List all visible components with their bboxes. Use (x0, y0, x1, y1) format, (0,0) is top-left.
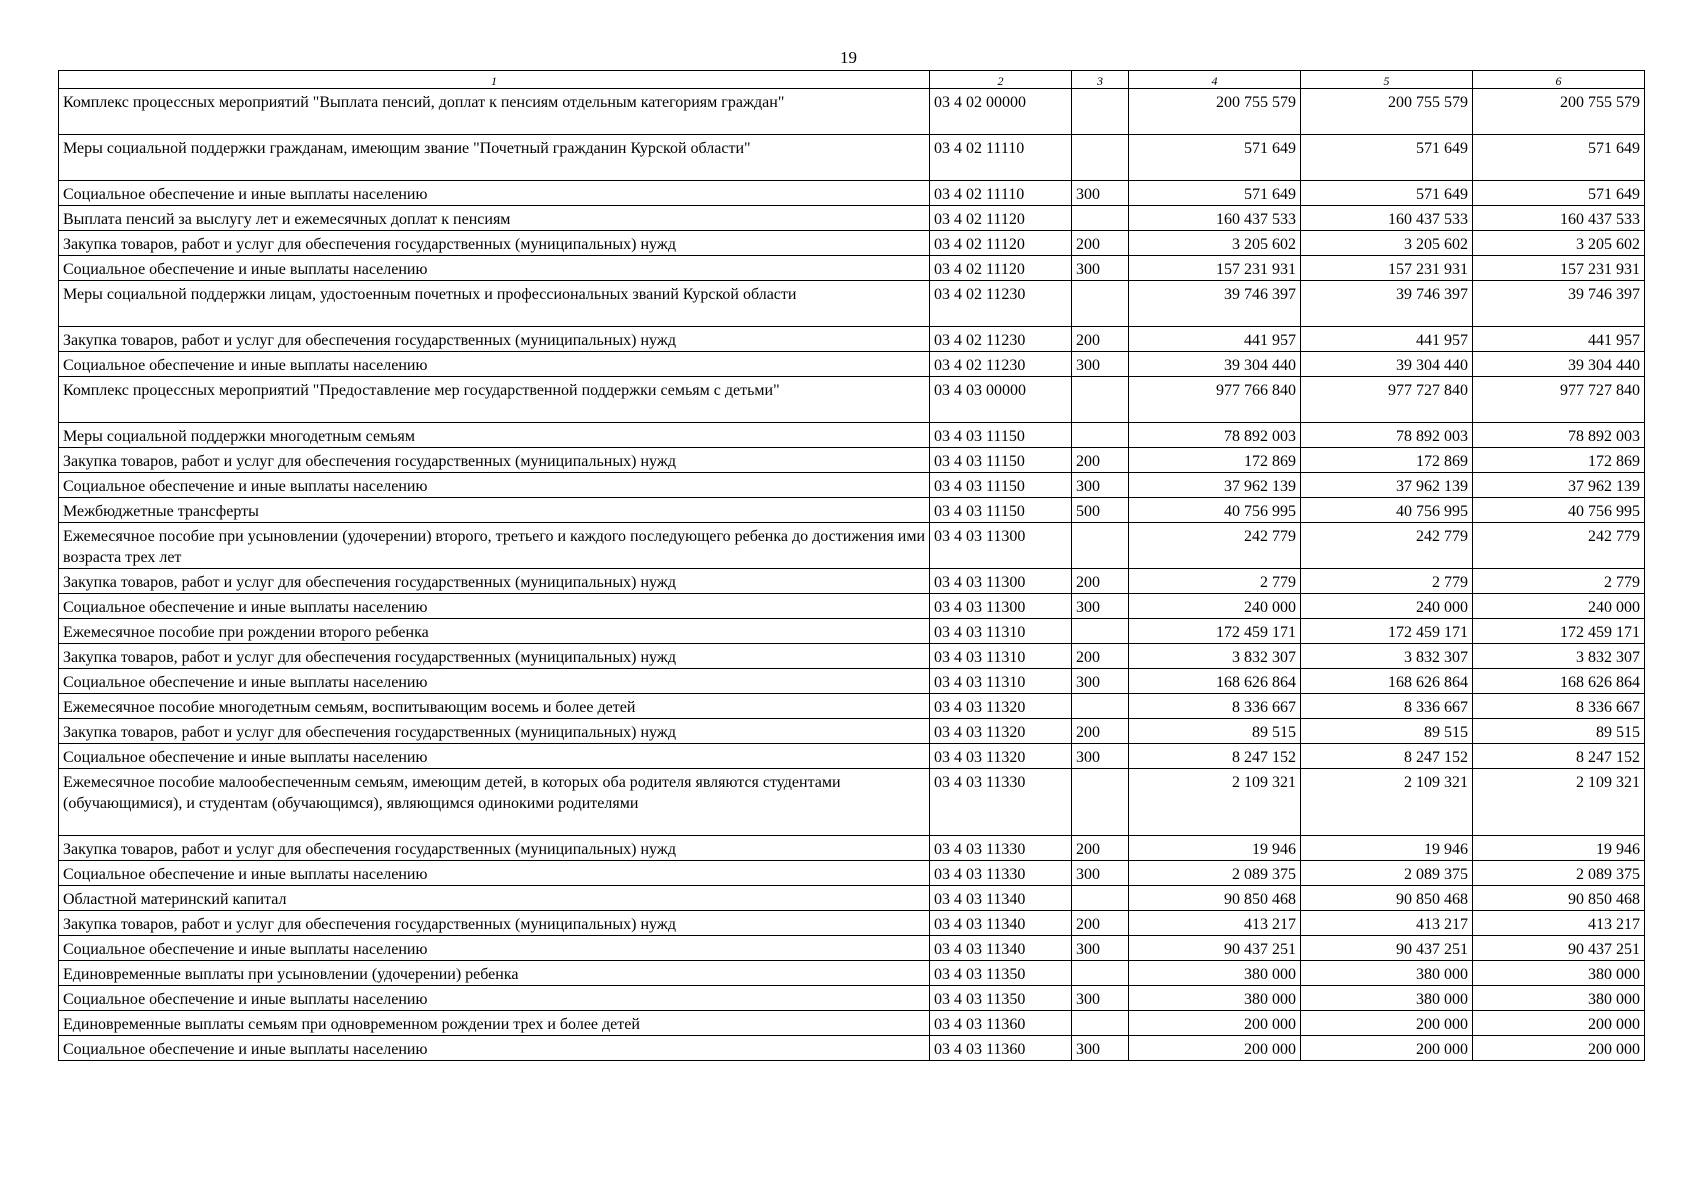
row-amount-cell: 89 515 (1129, 719, 1301, 744)
row-name-cell: Закупка товаров, работ и услуг для обеспечения государственных (муниципальных) нужд (59, 448, 930, 473)
table-row (59, 886, 1645, 911)
table-row (59, 135, 1645, 181)
row-amount-cell: 78 892 003 (1473, 423, 1645, 448)
table-row (59, 961, 1645, 986)
row-code-cell: 03 4 03 11310 (930, 669, 1072, 694)
row-name-cell: Ежемесячное пособие при рождении второго ребенка (59, 619, 930, 644)
row-amount-cell: 157 231 931 (1129, 256, 1301, 281)
row-amount-cell: 90 437 251 (1473, 936, 1645, 961)
row-name-cell: Единовременные выплаты при усыновлении (удочерении) ребенка (59, 961, 930, 986)
row-expense-type-cell: 300 (1072, 256, 1129, 281)
row-name-cell: Закупка товаров, работ и услуг для обеспечения государственных (муниципальных) нужд (59, 719, 930, 744)
row-name-cell: Межбюджетные трансферты (59, 498, 930, 523)
row-amount-cell: 8 247 152 (1129, 744, 1301, 769)
row-amount-cell: 37 962 139 (1473, 473, 1645, 498)
row-code-cell: 03 4 03 11320 (930, 719, 1072, 744)
row-expense-type-cell: 200 (1072, 911, 1129, 936)
row-amount-cell: 8 336 667 (1301, 694, 1473, 719)
table-row (59, 181, 1645, 206)
row-amount-cell: 160 437 533 (1129, 206, 1301, 231)
row-amount-cell: 89 515 (1301, 719, 1473, 744)
table-row (59, 89, 1645, 135)
table-body (59, 89, 1645, 1061)
row-amount-cell: 441 957 (1473, 327, 1645, 352)
row-amount-cell: 380 000 (1473, 986, 1645, 1011)
row-code-cell: 03 4 03 11300 (930, 523, 1072, 569)
row-expense-type-cell (1072, 135, 1129, 181)
row-expense-type-cell: 500 (1072, 498, 1129, 523)
row-expense-type-cell: 200 (1072, 569, 1129, 594)
row-expense-type-cell: 300 (1072, 669, 1129, 694)
row-amount-cell: 157 231 931 (1473, 256, 1645, 281)
row-expense-type-cell (1072, 769, 1129, 836)
row-amount-cell: 8 247 152 (1473, 744, 1645, 769)
table-row (59, 377, 1645, 423)
row-code-cell: 03 4 03 11300 (930, 569, 1072, 594)
row-amount-cell: 2 109 321 (1301, 769, 1473, 836)
row-amount-cell: 160 437 533 (1473, 206, 1645, 231)
row-amount-cell: 3 832 307 (1129, 644, 1301, 669)
row-code-cell: 03 4 02 11230 (930, 327, 1072, 352)
row-code-cell: 03 4 03 11360 (930, 1036, 1072, 1061)
row-code-cell: 03 4 02 11120 (930, 256, 1072, 281)
row-code-cell: 03 4 03 11350 (930, 961, 1072, 986)
row-amount-cell: 977 727 840 (1301, 377, 1473, 423)
row-amount-cell: 380 000 (1301, 986, 1473, 1011)
row-name-cell: Закупка товаров, работ и услуг для обеспечения государственных (муниципальных) нужд (59, 569, 930, 594)
row-amount-cell: 242 779 (1129, 523, 1301, 569)
row-amount-cell: 380 000 (1129, 961, 1301, 986)
row-amount-cell: 3 205 602 (1129, 231, 1301, 256)
row-amount-cell: 157 231 931 (1301, 256, 1473, 281)
row-code-cell: 03 4 03 11340 (930, 936, 1072, 961)
row-amount-cell: 172 869 (1301, 448, 1473, 473)
table-row (59, 281, 1645, 327)
row-amount-cell: 977 766 840 (1129, 377, 1301, 423)
row-name-cell: Социальное обеспечение и иные выплаты населению (59, 986, 930, 1011)
table-row (59, 719, 1645, 744)
row-expense-type-cell (1072, 523, 1129, 569)
row-amount-cell: 242 779 (1301, 523, 1473, 569)
row-code-cell: 03 4 03 11150 (930, 498, 1072, 523)
row-name-cell: Социальное обеспечение и иные выплаты населению (59, 861, 930, 886)
row-expense-type-cell: 300 (1072, 473, 1129, 498)
row-expense-type-cell (1072, 377, 1129, 423)
table-row (59, 769, 1645, 836)
row-expense-type-cell: 300 (1072, 1036, 1129, 1061)
row-amount-cell: 441 957 (1129, 327, 1301, 352)
row-amount-cell: 200 000 (1473, 1036, 1645, 1061)
row-code-cell: 03 4 03 11310 (930, 644, 1072, 669)
row-name-cell: Социальное обеспечение и иные выплаты населению (59, 744, 930, 769)
row-amount-cell: 90 437 251 (1129, 936, 1301, 961)
row-code-cell: 03 4 02 11120 (930, 206, 1072, 231)
row-amount-cell: 168 626 864 (1129, 669, 1301, 694)
row-code-cell: 03 4 03 00000 (930, 377, 1072, 423)
row-name-cell: Комплекс процессных мероприятий "Выплата пенсий, доплат к пенсиям отдельным категориям граждан" (59, 89, 930, 135)
table-row (59, 911, 1645, 936)
row-expense-type-cell: 200 (1072, 327, 1129, 352)
row-amount-cell: 200 000 (1473, 1011, 1645, 1036)
row-amount-cell: 2 089 375 (1473, 861, 1645, 886)
row-amount-cell: 172 869 (1473, 448, 1645, 473)
table-row (59, 231, 1645, 256)
table-row (59, 1036, 1645, 1061)
row-amount-cell: 39 304 440 (1473, 352, 1645, 377)
table-row (59, 644, 1645, 669)
row-expense-type-cell: 200 (1072, 448, 1129, 473)
row-expense-type-cell: 200 (1072, 644, 1129, 669)
row-amount-cell: 3 832 307 (1301, 644, 1473, 669)
row-amount-cell: 39 746 397 (1301, 281, 1473, 327)
column-number-header: 5 (1301, 71, 1473, 89)
row-amount-cell: 2 779 (1473, 569, 1645, 594)
table-row (59, 836, 1645, 861)
table-row (59, 986, 1645, 1011)
row-name-cell: Социальное обеспечение и иные выплаты населению (59, 669, 930, 694)
table-row (59, 861, 1645, 886)
row-name-cell: Закупка товаров, работ и услуг для обеспечения государственных (муниципальных) нужд (59, 644, 930, 669)
column-number-header: 6 (1473, 71, 1645, 89)
row-name-cell: Меры социальной поддержки лицам, удостоенным почетных и профессиональных званий Курской области (59, 281, 930, 327)
row-amount-cell: 977 727 840 (1473, 377, 1645, 423)
row-amount-cell: 200 000 (1129, 1036, 1301, 1061)
row-code-cell: 03 4 03 11340 (930, 886, 1072, 911)
row-code-cell: 03 4 03 11330 (930, 769, 1072, 836)
row-amount-cell: 571 649 (1301, 135, 1473, 181)
table-row (59, 448, 1645, 473)
table-row (59, 206, 1645, 231)
row-amount-cell: 39 746 397 (1473, 281, 1645, 327)
table-row (59, 423, 1645, 448)
row-amount-cell: 242 779 (1473, 523, 1645, 569)
row-expense-type-cell (1072, 961, 1129, 986)
row-amount-cell: 2 779 (1301, 569, 1473, 594)
row-name-cell: Социальное обеспечение и иные выплаты населению (59, 936, 930, 961)
row-code-cell: 03 4 02 11230 (930, 281, 1072, 327)
table-row (59, 1011, 1645, 1036)
row-amount-cell: 3 205 602 (1301, 231, 1473, 256)
row-amount-cell: 19 946 (1129, 836, 1301, 861)
row-code-cell: 03 4 03 11360 (930, 1011, 1072, 1036)
row-amount-cell: 172 459 171 (1473, 619, 1645, 644)
row-expense-type-cell: 300 (1072, 861, 1129, 886)
row-name-cell: Единовременные выплаты семьям при одновременном рождении трех и более детей (59, 1011, 930, 1036)
column-number-header: 4 (1129, 71, 1301, 89)
row-amount-cell: 39 304 440 (1301, 352, 1473, 377)
row-amount-cell: 571 649 (1129, 181, 1301, 206)
row-name-cell: Выплата пенсий за выслугу лет и ежемесячных доплат к пенсиям (59, 206, 930, 231)
row-expense-type-cell (1072, 886, 1129, 911)
row-amount-cell: 90 437 251 (1301, 936, 1473, 961)
row-name-cell: Закупка товаров, работ и услуг для обеспечения государственных (муниципальных) нужд (59, 231, 930, 256)
row-name-cell: Закупка товаров, работ и услуг для обеспечения государственных (муниципальных) нужд (59, 836, 930, 861)
row-amount-cell: 8 336 667 (1473, 694, 1645, 719)
row-amount-cell: 37 962 139 (1129, 473, 1301, 498)
row-amount-cell: 200 755 579 (1301, 89, 1473, 135)
row-name-cell: Областной материнский капитал (59, 886, 930, 911)
row-expense-type-cell: 200 (1072, 231, 1129, 256)
row-expense-type-cell (1072, 423, 1129, 448)
row-name-cell: Социальное обеспечение и иные выплаты населению (59, 181, 930, 206)
row-code-cell: 03 4 02 11110 (930, 181, 1072, 206)
row-expense-type-cell (1072, 1011, 1129, 1036)
column-number-row (59, 71, 1645, 89)
row-amount-cell: 78 892 003 (1301, 423, 1473, 448)
row-code-cell: 03 4 02 11230 (930, 352, 1072, 377)
row-amount-cell: 2 109 321 (1473, 769, 1645, 836)
row-expense-type-cell: 300 (1072, 352, 1129, 377)
row-amount-cell: 90 850 468 (1473, 886, 1645, 911)
row-amount-cell: 200 000 (1301, 1036, 1473, 1061)
row-expense-type-cell: 300 (1072, 181, 1129, 206)
table-row (59, 352, 1645, 377)
row-amount-cell: 380 000 (1473, 961, 1645, 986)
row-expense-type-cell (1072, 619, 1129, 644)
row-amount-cell: 8 336 667 (1129, 694, 1301, 719)
row-name-cell: Меры социальной поддержки многодетным семьям (59, 423, 930, 448)
row-amount-cell: 380 000 (1301, 961, 1473, 986)
row-code-cell: 03 4 02 00000 (930, 89, 1072, 135)
row-code-cell: 03 4 03 11300 (930, 594, 1072, 619)
row-amount-cell: 78 892 003 (1129, 423, 1301, 448)
row-amount-cell: 2 109 321 (1129, 769, 1301, 836)
row-amount-cell: 240 000 (1301, 594, 1473, 619)
row-code-cell: 03 4 03 11330 (930, 861, 1072, 886)
row-amount-cell: 3 832 307 (1473, 644, 1645, 669)
row-code-cell: 03 4 03 11310 (930, 619, 1072, 644)
row-amount-cell: 40 756 995 (1473, 498, 1645, 523)
row-amount-cell: 168 626 864 (1473, 669, 1645, 694)
row-expense-type-cell (1072, 694, 1129, 719)
row-code-cell: 03 4 03 11330 (930, 836, 1072, 861)
row-amount-cell: 571 649 (1301, 181, 1473, 206)
row-expense-type-cell (1072, 89, 1129, 135)
row-name-cell: Ежемесячное пособие многодетным семьям, воспитывающим восемь и более детей (59, 694, 930, 719)
column-number-header: 3 (1072, 71, 1129, 89)
table-row (59, 523, 1645, 569)
table-row (59, 669, 1645, 694)
row-amount-cell: 160 437 533 (1301, 206, 1473, 231)
row-name-cell: Закупка товаров, работ и услуг для обеспечения государственных (муниципальных) нужд (59, 327, 930, 352)
row-expense-type-cell (1072, 206, 1129, 231)
row-amount-cell: 380 000 (1129, 986, 1301, 1011)
column-number-header: 2 (930, 71, 1072, 89)
row-amount-cell: 90 850 468 (1129, 886, 1301, 911)
row-name-cell: Закупка товаров, работ и услуг для обеспечения государственных (муниципальных) нужд (59, 911, 930, 936)
table-row (59, 256, 1645, 281)
row-name-cell: Ежемесячное пособие при усыновлении (удочерении) второго, третьего и каждого последующего ребенка до достижения ими возраста трех лет (59, 523, 930, 569)
page-number: 19 (840, 48, 857, 67)
row-amount-cell: 200 000 (1129, 1011, 1301, 1036)
row-amount-cell: 413 217 (1473, 911, 1645, 936)
row-amount-cell: 3 205 602 (1473, 231, 1645, 256)
row-code-cell: 03 4 02 11120 (930, 231, 1072, 256)
table-row (59, 694, 1645, 719)
row-expense-type-cell: 300 (1072, 594, 1129, 619)
table-row (59, 327, 1645, 352)
row-amount-cell: 200 000 (1301, 1011, 1473, 1036)
row-expense-type-cell: 300 (1072, 744, 1129, 769)
row-name-cell: Социальное обеспечение и иные выплаты населению (59, 1036, 930, 1061)
row-code-cell: 03 4 03 11150 (930, 423, 1072, 448)
row-amount-cell: 240 000 (1473, 594, 1645, 619)
row-amount-cell: 571 649 (1473, 181, 1645, 206)
row-amount-cell: 39 304 440 (1129, 352, 1301, 377)
table-row (59, 594, 1645, 619)
row-amount-cell: 2 089 375 (1301, 861, 1473, 886)
row-amount-cell: 40 756 995 (1301, 498, 1473, 523)
row-name-cell: Социальное обеспечение и иные выплаты населению (59, 352, 930, 377)
row-expense-type-cell (1072, 281, 1129, 327)
table-row (59, 936, 1645, 961)
row-amount-cell: 2 779 (1129, 569, 1301, 594)
row-amount-cell: 172 459 171 (1129, 619, 1301, 644)
row-amount-cell: 89 515 (1473, 719, 1645, 744)
row-amount-cell: 40 756 995 (1129, 498, 1301, 523)
row-code-cell: 03 4 02 11110 (930, 135, 1072, 181)
row-amount-cell: 200 755 579 (1473, 89, 1645, 135)
row-code-cell: 03 4 03 11150 (930, 473, 1072, 498)
row-code-cell: 03 4 03 11150 (930, 448, 1072, 473)
row-code-cell: 03 4 03 11340 (930, 911, 1072, 936)
row-amount-cell: 37 962 139 (1301, 473, 1473, 498)
budget-table (58, 70, 1645, 1061)
row-name-cell: Ежемесячное пособие малообеспеченным семьям, имеющим детей, в которых оба родителя являются студентами (обучающимися), и студентам (обучающимся), являющимся одинокими родителями (59, 769, 930, 836)
table-row (59, 473, 1645, 498)
row-amount-cell: 441 957 (1301, 327, 1473, 352)
row-name-cell: Комплекс процессных мероприятий "Предоставление мер государственной поддержки семьям с детьми" (59, 377, 930, 423)
column-number-header: 1 (59, 71, 930, 89)
row-amount-cell: 413 217 (1129, 911, 1301, 936)
table-row (59, 619, 1645, 644)
table-row (59, 744, 1645, 769)
row-code-cell: 03 4 03 11320 (930, 744, 1072, 769)
row-expense-type-cell: 300 (1072, 936, 1129, 961)
row-name-cell: Меры социальной поддержки гражданам, имеющим звание "Почетный гражданин Курской области" (59, 135, 930, 181)
row-code-cell: 03 4 03 11350 (930, 986, 1072, 1011)
row-amount-cell: 19 946 (1473, 836, 1645, 861)
row-expense-type-cell: 200 (1072, 719, 1129, 744)
row-amount-cell: 172 869 (1129, 448, 1301, 473)
row-amount-cell: 168 626 864 (1301, 669, 1473, 694)
row-amount-cell: 90 850 468 (1301, 886, 1473, 911)
row-name-cell: Социальное обеспечение и иные выплаты населению (59, 594, 930, 619)
row-expense-type-cell: 200 (1072, 836, 1129, 861)
row-amount-cell: 19 946 (1301, 836, 1473, 861)
row-amount-cell: 240 000 (1129, 594, 1301, 619)
row-expense-type-cell: 300 (1072, 986, 1129, 1011)
row-amount-cell: 2 089 375 (1129, 861, 1301, 886)
row-amount-cell: 172 459 171 (1301, 619, 1473, 644)
row-name-cell: Социальное обеспечение и иные выплаты населению (59, 256, 930, 281)
row-amount-cell: 8 247 152 (1301, 744, 1473, 769)
table-row (59, 569, 1645, 594)
row-code-cell: 03 4 03 11320 (930, 694, 1072, 719)
row-amount-cell: 413 217 (1301, 911, 1473, 936)
row-amount-cell: 571 649 (1129, 135, 1301, 181)
row-name-cell: Социальное обеспечение и иные выплаты населению (59, 473, 930, 498)
row-amount-cell: 571 649 (1473, 135, 1645, 181)
row-amount-cell: 39 746 397 (1129, 281, 1301, 327)
table-row (59, 498, 1645, 523)
row-amount-cell: 200 755 579 (1129, 89, 1301, 135)
